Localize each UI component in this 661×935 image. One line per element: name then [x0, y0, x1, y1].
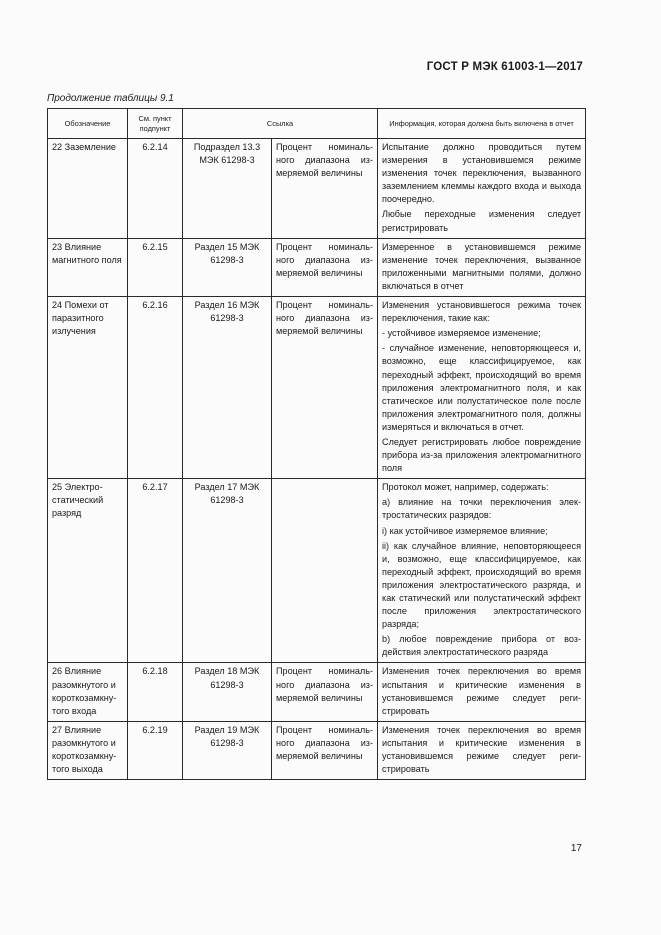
cell-clause: 6.2.16	[128, 297, 183, 479]
cell-report-info	[378, 479, 586, 663]
requirements-table	[47, 108, 586, 780]
info-paragraph: Следует регистрировать любое повреждение прибора из-за приложения электромагнитного поля	[382, 436, 582, 474]
cell-scope: Процент номинального диапазона измеряемой величины	[272, 663, 378, 721]
cell-report-info	[378, 297, 586, 479]
cell-reference: Раздел 15 МЭК 61298-3	[183, 238, 272, 296]
info-paragraph: - случайное изменение, неповторяющееся и, возможно, еще классифицируемое, как переходный эффект, происходящий во время приложения электромагнитного поля, и как статическое или полустатическое поле после приложения электромагнитного поля, должны измеряться и включаться в отчет.	[382, 343, 582, 432]
cell-reference: Подраздел 13.3 МЭК 61298-3	[183, 139, 272, 239]
table-caption: Продолжение таблицы 9.1	[47, 93, 174, 104]
cell-scope	[272, 479, 378, 663]
cell-clause: 6.2.17	[128, 479, 183, 663]
header-clause: См. пункт подпункт	[128, 109, 183, 139]
info-paragraph: Изменения установившегося режима точек переключения, такие как:	[382, 300, 582, 324]
info-paragraph: Протокол может, например, содержать:	[382, 482, 549, 493]
info-paragraph: Измеренное в установившемся режиме изменение точек переключения, вызванное приложенными магнитными полями, должно включаться в отчет	[382, 241, 582, 291]
info-paragraph: Любые переходные изменения следует регистрировать	[382, 209, 582, 233]
info-paragraph: i) как устойчивое измеряемое влияние;	[382, 525, 548, 536]
cell-clause: 6.2.18	[128, 663, 183, 721]
table-row	[48, 139, 586, 239]
table-row	[48, 663, 586, 721]
table-header-row	[48, 109, 586, 139]
cell-reference: Раздел 19 МЭК 61298-3	[183, 721, 272, 779]
standard-code: ГОСТ Р МЭК 61003-1—2017	[426, 61, 583, 73]
cell-reference: Раздел 17 МЭК 61298-3	[183, 479, 272, 663]
cell-scope: Процент номинального диапазона измеряемой величины	[272, 721, 378, 779]
cell-clause: 6.2.15	[128, 238, 183, 296]
cell-designation: 26 Влияние разомкнутого и короткозамкнутого входа	[48, 663, 128, 721]
header-designation: Обозначение	[48, 109, 128, 139]
info-paragraph: Изменения точек переключения во время испытания и критические изменения в установившемся режиме следует регистрировать	[382, 724, 582, 775]
table-row	[48, 721, 586, 779]
cell-report-info	[378, 663, 586, 721]
cell-scope: Процент номинального диапазона измеряемой величины	[272, 238, 378, 296]
cell-report-info	[378, 139, 586, 239]
table-row	[48, 297, 586, 479]
info-paragraph: Испытание должно проводиться путем измерения в установившемся режиме изменения точек переключения, вызванного заземлением клеммы каждого входа и выхода поочередно.	[382, 142, 582, 205]
page-number: 17	[570, 843, 582, 854]
cell-designation: 22 Заземление	[48, 139, 128, 239]
cell-designation: 24 Помехи от паразитного излучения	[48, 297, 128, 479]
cell-scope: Процент номинального диапазона измеряемой величины	[272, 139, 378, 239]
info-paragraph: a) влияние на точки переключения электростатических разрядов:	[382, 497, 582, 521]
table-row	[48, 479, 586, 663]
cell-report-info	[378, 238, 586, 296]
cell-designation: 23 Влияние магнитного поля	[48, 238, 128, 296]
info-paragraph: ii) как случайное влияние, неповторяющееся и, возможно, еще классифицируемое, как переходный эффект, происходящий во время приложения электростатического разряда, и как статический или полустатический эффект после приложения электростатического разряда;	[382, 540, 582, 630]
cell-designation: 27 Влияние разомкнутого и короткозамкнутого выхода	[48, 721, 128, 779]
header-reference: Ссылка	[183, 109, 378, 139]
cell-designation: 25 Электростатический разряд	[48, 479, 128, 663]
cell-scope: Процент номинального диапазона измеряемой величины	[272, 297, 378, 479]
info-paragraph: - устойчивое измеряемое изменение;	[382, 328, 541, 339]
header-report-info: Информация, которая должна быть включена в отчет	[378, 109, 586, 139]
cell-clause: 6.2.19	[128, 721, 183, 779]
cell-reference: Раздел 16 МЭК 61298-3	[183, 297, 272, 479]
info-paragraph: b) любое повреждение прибора от воздействия электростатического разряда	[382, 634, 582, 658]
info-paragraph: Изменения точек переключения во время испытания и критические изменения в установившемся режиме следует регистрировать	[382, 666, 582, 716]
cell-report-info	[378, 721, 586, 779]
table-body	[48, 139, 586, 780]
table-row	[48, 238, 586, 296]
cell-clause: 6.2.14	[128, 139, 183, 239]
cell-reference: Раздел 18 МЭК 61298-3	[183, 663, 272, 721]
